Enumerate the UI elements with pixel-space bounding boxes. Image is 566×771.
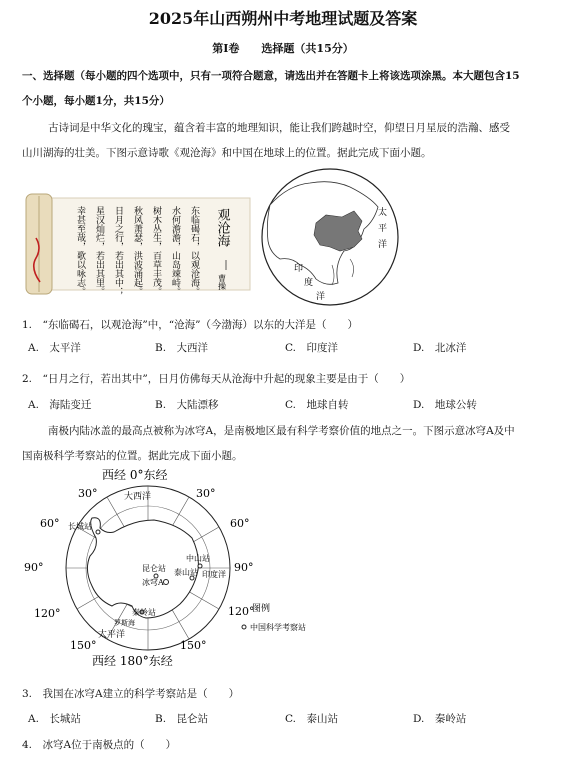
passage1-line-1: 古诗词是中华文化的瑰宝，蕴含着丰富的地理知识，能让我们跨越时空，仰望日月星辰的浩瀚、感受: [48, 122, 510, 134]
station-changcheng-marker: [96, 530, 100, 534]
poem-title: 观沧海: [214, 208, 230, 247]
q1-option-d[interactable]: D. 北冰洋: [413, 342, 467, 354]
lon-label-w90: 90°: [24, 561, 44, 574]
q2-option-a[interactable]: A. 海陆变迁: [28, 399, 92, 411]
atlantic-label: 大西洋: [124, 492, 152, 502]
pacific-label: 太平洋: [98, 630, 126, 640]
q3-option-a[interactable]: A. 长城站: [28, 713, 81, 725]
q3-option-b[interactable]: B. 昆仑站: [155, 713, 209, 725]
q2-stem: 2. “日月之行，若出其中”，日月仿佛每天从沧海中升起的现象主要是由于（ ）: [22, 373, 411, 385]
q3-option-c[interactable]: C. 泰山站: [285, 713, 338, 725]
passage1-line-2: 山川湖海的壮美。下图示意诗歌《观沧海》和中国在地球上的位置。据此完成下面小题。: [22, 147, 432, 159]
ross-sea-label: 罗斯海: [114, 619, 135, 627]
q1-option-a[interactable]: A. 太平洋: [28, 342, 81, 354]
poem-column: 秋风萧瑟，洪波涌起。: [132, 206, 142, 296]
q1-option-c[interactable]: C. 印度洋: [285, 342, 338, 354]
q2-option-c[interactable]: C. 地球自转: [285, 399, 349, 411]
instruction-line-2: 个小题，每小题1分，共15分）: [22, 95, 170, 107]
pacific-label-1: 太: [378, 208, 388, 218]
lon-label-w30: 30°: [78, 487, 98, 500]
map-top-label: 西经 0°东经: [102, 468, 168, 482]
station-zhongshan-marker: [198, 564, 202, 568]
station-taishan-label: 泰山站: [174, 568, 198, 577]
poem-column: 水何澹澹，山岛竦峙。: [170, 206, 180, 296]
lon-label-e150: 150°: [180, 639, 207, 652]
poem-column: 星汉灿烂，若出其里。: [94, 206, 104, 296]
poem-author: 曹操: [217, 274, 227, 290]
passage2-line-1: 南极内陆冰盖的最高点被称为冰穹A，是南极地区最有科学考察价值的地点之一。下图示意冰穹A及中: [48, 425, 515, 437]
dome-a-label: 冰穹A: [142, 578, 164, 587]
lon-label-w60: 60°: [40, 517, 60, 530]
globe-figure: [258, 165, 408, 310]
legend-station-icon: [242, 625, 246, 629]
map-bottom-label: 西经 180°东经: [92, 654, 173, 668]
legend-title: 图例: [252, 604, 271, 614]
q3-option-d[interactable]: D. 秦岭站: [413, 713, 467, 725]
q1-option-b[interactable]: B. 大西洋: [155, 342, 209, 354]
lon-label-w150: 150°: [70, 639, 97, 652]
indian-label: 印度洋: [202, 570, 226, 579]
station-qinling-label: 秦岭站: [132, 608, 156, 617]
station-changcheng-label: 长城站: [68, 522, 92, 531]
station-kunlun-label: 昆仑站: [142, 564, 166, 573]
poem-column: 东临碣石，以观沧海。: [189, 206, 199, 296]
station-zhongshan-label: 中山站: [186, 554, 210, 563]
q3-stem: 3. 我国在冰穹A建立的科学考察站是（ ）: [22, 688, 240, 700]
lon-label-e60: 60°: [230, 517, 250, 530]
pacific-label-2: 平: [378, 224, 388, 234]
poem-column: 日月之行，若出其中；: [113, 206, 123, 296]
section-heading: 第Ⅰ卷 选择题（共15分）: [212, 42, 354, 55]
passage2-line-2: 国南极科学考察站的位置。据此完成下面小题。: [22, 450, 243, 462]
lon-label-e120: 120°: [228, 605, 255, 618]
indian-label-1: 印: [294, 264, 304, 274]
legend-item: 中国科学考察站: [250, 623, 306, 632]
poem-column: 幸甚至哉，歌以咏志。: [75, 206, 85, 296]
q2-option-b[interactable]: B. 大陆漂移: [155, 399, 219, 411]
page-title: 2025年山西朔州中考地理试题及答案: [148, 9, 418, 28]
antarctic-map: [22, 465, 322, 670]
instruction-line-1: 一、选择题（每小题的四个选项中，只有一项符合题意，请选出并在答题卡上将该选项涂黑。本大题包含15: [22, 70, 520, 82]
q2-option-d[interactable]: D. 地球公转: [413, 399, 477, 411]
indian-label-3: 洋: [316, 292, 326, 302]
pacific-label-3: 洋: [378, 240, 388, 250]
lon-label-e30: 30°: [196, 487, 216, 500]
dome-a-marker: [164, 580, 169, 585]
lon-label-w120: 120°: [34, 607, 61, 620]
indian-label-2: 度: [304, 278, 314, 288]
poem-figure: [22, 188, 254, 303]
poem-column: 树木丛生，百草丰茂。: [151, 206, 161, 296]
lon-label-e90: 90°: [234, 561, 254, 574]
q1-stem: 1. “东临碣石，以观沧海”中，“沧海”（今渤海）以东的大洋是（ ）: [22, 319, 358, 331]
q4-stem: 4. 冰穹A位于南极点的（ ）: [22, 739, 177, 751]
